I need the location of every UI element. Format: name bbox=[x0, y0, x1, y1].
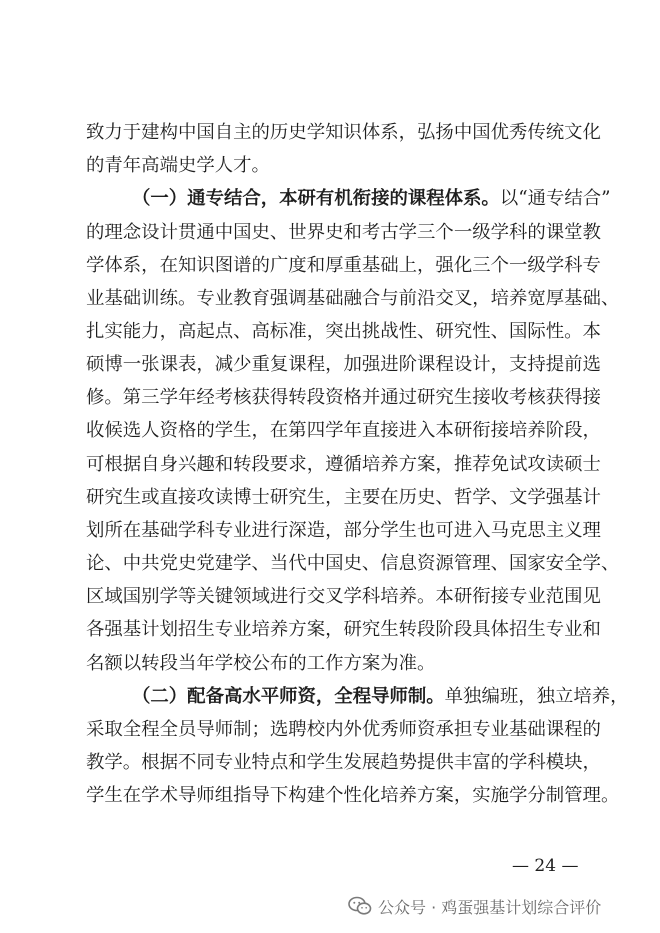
section-2-first-line bbox=[132, 685, 629, 709]
body-line: 研究生或直接攻读博士研究生，主要在历史、哲学、文学强基计 bbox=[86, 487, 601, 508]
body-line: 学生在学术导师组指导下构建个性化培养方案，实施学分制管理。 bbox=[86, 785, 620, 806]
section-1-first-line bbox=[132, 187, 611, 211]
body-line: 收候选人资格的学生，在第四学年直接进入本研衔接培养阶段， bbox=[86, 420, 601, 441]
section-2-intro: 单独编班，独立培养， bbox=[444, 686, 629, 707]
body-line: 扎实能力，高起点、高标准，突出挑战性、研究性、国际性。本 bbox=[86, 321, 601, 342]
body-line: 致力于建构中国自主的历史学知识体系，弘扬中国优秀传统文化 bbox=[86, 122, 601, 143]
body-line: 教学。根据不同专业特点和学生发展趋势提供丰富的学科模块， bbox=[86, 752, 601, 773]
body-line: 名额以转段当年学校公布的工作方案为准。 bbox=[86, 653, 436, 674]
body-line: 的理念设计贯通中国史、世界史和考古学三个一级学科的课堂教 bbox=[86, 222, 601, 243]
watermark-text: 公众号 · 鸡蛋强基计划综合评价 bbox=[378, 897, 602, 917]
page-number: — 24 — bbox=[512, 856, 579, 876]
body-line: 学体系，在知识图谱的广度和厚重基础上，强化三个一级学科专 bbox=[86, 255, 601, 276]
wechat-watermark bbox=[348, 892, 601, 920]
body-line: 区域国别学等关键领域进行交叉学科培养。本研衔接专业范围见 bbox=[86, 586, 601, 607]
section-2-heading: （二）配备高水平师资，全程导师制。 bbox=[132, 686, 445, 707]
body-line: 各强基计划招生专业培养方案，研究生转段阶段具体招生专业和 bbox=[86, 619, 601, 640]
section-1-intro: 以“通专结合” bbox=[499, 188, 611, 209]
wechat-logo-icon bbox=[348, 896, 372, 916]
section-1-heading: （一）通专结合，本研有机衔接的课程体系。 bbox=[132, 188, 500, 209]
body-line: 划所在基础学科专业进行深造，部分学生也可进入马克思主义理 bbox=[86, 520, 601, 541]
body-line: 的青年高端史学人才。 bbox=[86, 155, 270, 176]
body-line: 硕博一张课表，减少重复课程，加强进阶课程设计，支持提前选 bbox=[86, 354, 601, 375]
body-line: 业基础训练。专业教育强调基础融合与前沿交叉，培养宽厚基础、 bbox=[86, 288, 620, 309]
body-line: 可根据自身兴趣和转段要求，遵循培养方案，推荐免试攻读硕士 bbox=[86, 454, 601, 475]
body-line: 论、中共党史党建学、当代中国史、信息资源管理、国家安全学、 bbox=[86, 553, 620, 574]
body-line: 采取全程全员导师制；选聘校内外优秀师资承担专业基础课程的 bbox=[86, 719, 601, 740]
body-line: 修。第三学年经考核获得转段资格并通过研究生接收考核获得接 bbox=[86, 387, 601, 408]
